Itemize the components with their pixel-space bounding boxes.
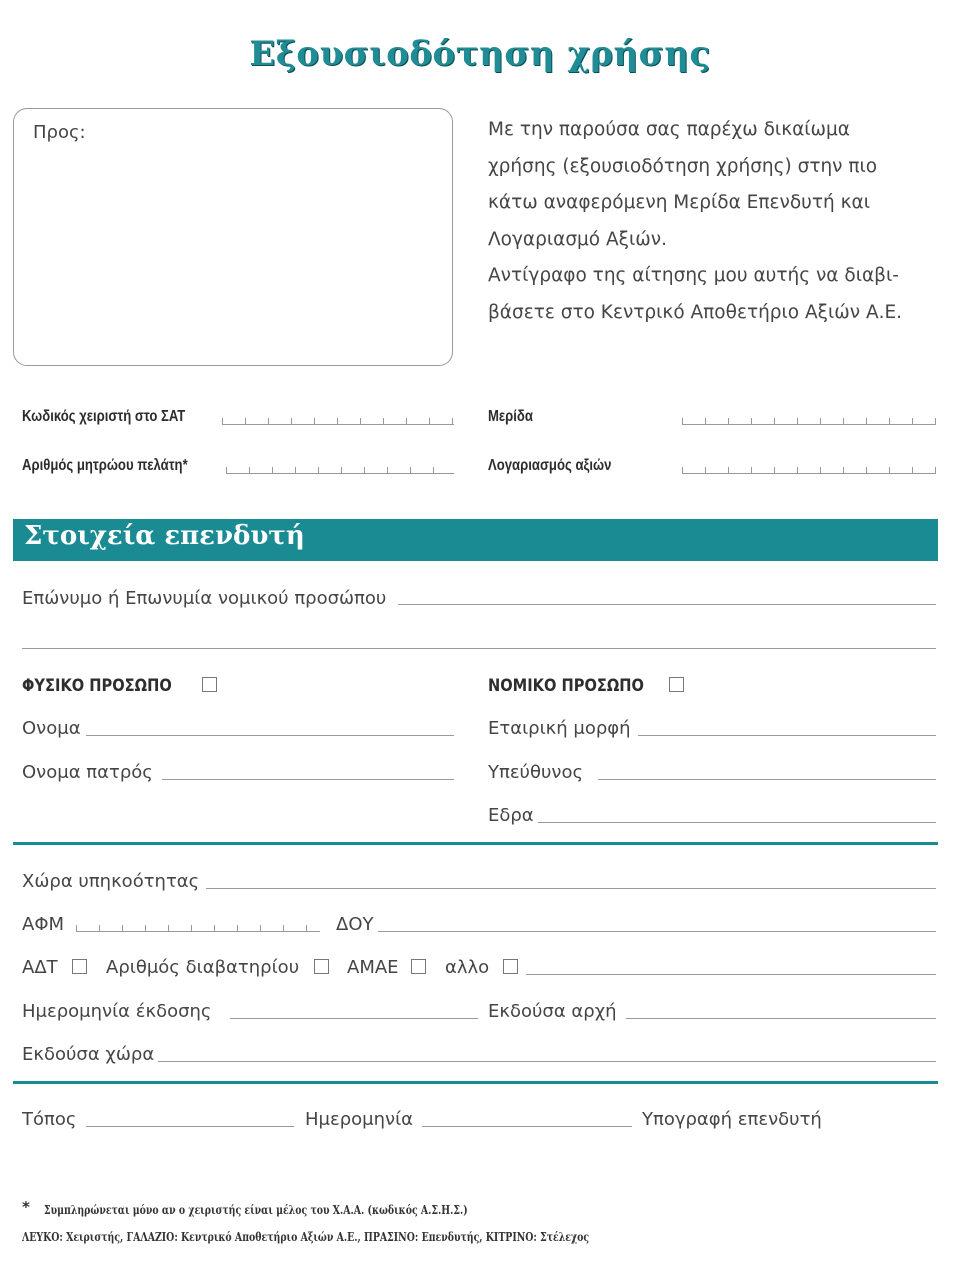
form-title: Εξουσιοδότηση χρήσης xyxy=(249,34,711,74)
signature-divider xyxy=(13,1081,938,1084)
issuing-country-label: Εκδούσα χώρα xyxy=(22,1044,155,1065)
date-label: Ημερομηνία xyxy=(305,1109,414,1130)
securities-account-field[interactable] xyxy=(682,465,936,474)
footnote-star: * xyxy=(22,1198,30,1216)
date-field[interactable] xyxy=(422,1126,632,1127)
father-name-field[interactable] xyxy=(162,779,454,780)
paragraph-line: Με την παρούσα σας παρέχω δικαίωμα xyxy=(488,119,851,140)
issuing-country-field[interactable] xyxy=(158,1061,936,1062)
share-field[interactable] xyxy=(682,416,936,425)
doy-label: ΔΟΥ xyxy=(336,914,374,935)
seat-field[interactable] xyxy=(538,822,936,823)
first-name-field[interactable] xyxy=(86,735,454,736)
surname-field-line2[interactable] xyxy=(22,648,936,649)
operator-code-label: Κωδικός χειριστή στο ΣΑΤ xyxy=(22,408,186,425)
place-field[interactable] xyxy=(86,1126,294,1127)
citizenship-field[interactable] xyxy=(206,888,936,889)
footnote-copies: ΛΕΥΚΟ: Χειριστής, ΓΑΛΑΖΙΟ: Κεντρικό Αποθετήριο Αξιών Α.Ε., ΠΡΑΣΙΝΟ: Επενδυτής, ΚΙΤΡΙΝΟ: Στέλεχος xyxy=(22,1230,590,1244)
corporate-form-label: Εταιρική μορφή xyxy=(488,718,631,739)
citizenship-label: Χώρα υπηκοότητας xyxy=(22,871,200,892)
operator-code-field[interactable] xyxy=(222,416,454,425)
issuing-authority-field[interactable] xyxy=(626,1018,936,1019)
authorization-paragraph xyxy=(488,112,943,331)
paragraph-line: κάτω αναφερόμενη Μερίδα Επενδυτή και xyxy=(488,192,870,213)
section-divider xyxy=(13,842,938,845)
other-id-label: αλλο xyxy=(445,957,490,978)
recipient-box[interactable] xyxy=(13,108,453,366)
footnote-operator: Συμπληρώνεται μόνο αν ο χειριστής είναι μέλος του Χ.Α.Α. (κωδικός Α.Σ.Η.Σ.) xyxy=(44,1203,468,1217)
securities-account-label: Λογαριασμός αξιών xyxy=(488,457,612,474)
amae-label: ΑΜΑΕ xyxy=(347,957,399,978)
paragraph-line: βάσετε στο Κεντρικό Αποθετήριο Αξιών Α.Ε. xyxy=(488,301,903,323)
father-name-label: Ονομα πατρός xyxy=(22,762,153,783)
paragraph-line: χρήσης (εξουσιοδότηση χρήσης) στην πιο xyxy=(488,155,878,177)
responsible-label: Υπεύθυνος xyxy=(488,762,584,783)
investor-signature-label: Υπογραφή επενδυτή xyxy=(642,1109,822,1130)
amae-checkbox[interactable] xyxy=(411,959,426,974)
id-number-field[interactable] xyxy=(526,974,936,975)
client-registry-field[interactable] xyxy=(226,465,454,474)
natural-person-checkbox[interactable] xyxy=(202,677,217,692)
legal-person-checkbox[interactable] xyxy=(669,677,684,692)
issue-date-field[interactable] xyxy=(230,1018,478,1019)
legal-person-label: ΝΟΜΙΚΟ ΠΡΟΣΩΠΟ xyxy=(488,676,644,696)
paragraph-line: Αντίγραφο της αίτησης μου αυτής να διαβι- xyxy=(488,265,899,286)
natural-person-label: ΦΥΣΙΚΟ ΠΡΟΣΩΠΟ xyxy=(22,676,172,696)
other-id-checkbox[interactable] xyxy=(503,959,518,974)
place-label: Τόπος xyxy=(22,1109,77,1130)
seat-label: Εδρα xyxy=(488,805,534,826)
section-title: Στοιχεία επενδυτή xyxy=(24,521,305,551)
paragraph-line: Λογαριασμό Αξιών. xyxy=(488,228,667,250)
issuing-authority-label: Εκδούσα αρχή xyxy=(488,1001,617,1022)
issue-date-label: Ημερομηνία έκδοσης xyxy=(22,1001,212,1022)
afm-field[interactable] xyxy=(76,923,320,932)
recipient-label: Προς: xyxy=(33,122,86,143)
responsible-field[interactable] xyxy=(598,779,936,780)
afm-label: ΑΦΜ xyxy=(22,914,65,935)
corporate-form-field[interactable] xyxy=(638,735,936,736)
first-name-label: Ονομα xyxy=(22,718,81,739)
surname-label: Επώνυμο ή Επωνυμία νομικού προσώπου xyxy=(22,588,387,609)
share-label: Μερίδα xyxy=(488,408,533,425)
adt-checkbox[interactable] xyxy=(72,959,87,974)
client-registry-label: Αριθμός μητρώου πελάτη* xyxy=(22,457,188,474)
adt-label: ΑΔΤ xyxy=(22,957,58,978)
doy-field[interactable] xyxy=(378,931,936,932)
passport-checkbox[interactable] xyxy=(314,959,329,974)
passport-label: Αριθμός διαβατηρίου xyxy=(106,957,300,978)
surname-field[interactable] xyxy=(398,604,936,605)
